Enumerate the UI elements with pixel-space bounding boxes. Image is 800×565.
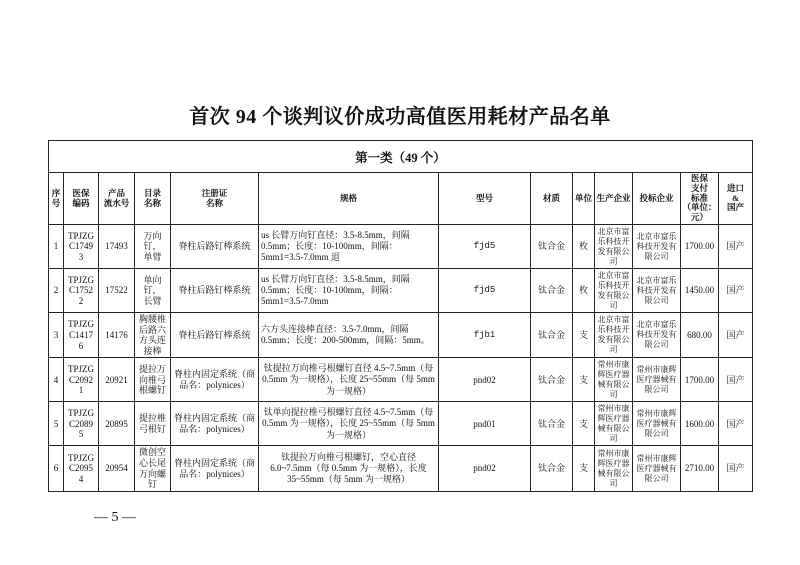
header-bidder: 投标企业 [633,173,681,225]
header-origin: 进口 & 国产 [719,173,753,225]
manufacturer-cell: 北京市富 乐科技开 发有限公 司 [595,269,633,313]
table-row [49,269,753,313]
table-row [49,225,753,269]
registration-name-cell: 脊柱后路钉棒系统 [171,225,259,269]
seq-number-cell: 4 [49,358,64,402]
seq-number-cell: 2 [49,269,64,313]
header-unit: 单位 [573,173,595,225]
specification-cell: 钛提拉万向椎弓根螺钉，空心直径 6.0~7.5mm（每 0.5mm 为一规格），长度 35~55mm（每 5mm 为一规格） [259,446,439,491]
table-row [49,313,753,358]
category-row [49,141,753,173]
material-cell: 钛合金 [531,225,573,269]
header-manufacturer: 生产企业 [595,173,633,225]
material-cell: 钛合金 [531,313,573,358]
material-cell: 钛合金 [531,402,573,446]
insurance-code-cell: TPJZG C2089 5 [64,402,99,446]
product-serial-cell: 20954 [99,446,135,491]
payment-standard-cell: 1700.00 [681,358,719,402]
bidder-cell: 常州市康辉 医疗器械有 限公司 [633,446,681,491]
unit-cell: 支 [573,313,595,358]
specification-cell: 钛单向提拉椎弓根螺钉直径 4.5~7.5mm（每 0.5mm 为一规格），长度 25~55mm（每 5mm 为一规格） [259,402,439,446]
table-row [49,358,753,402]
payment-standard-cell: 2710.00 [681,446,719,491]
registration-name-cell: 脊柱后路钉棒系统 [171,269,259,313]
registration-name-cell: 脊柱内固定系统（商品名：polynices） [171,446,259,491]
catalog-name-cell: 提拉椎 弓根钉 [135,402,171,446]
product-serial-cell: 20921 [99,358,135,402]
insurance-code-cell: TPJZG C1417 6 [64,313,99,358]
insurance-code-cell: TPJZG C1749 3 [64,225,99,269]
payment-standard-cell: 1600.00 [681,402,719,446]
manufacturer-cell: 北京市富 乐科技开 发有限公 司 [595,225,633,269]
model-cell: fjd5 [439,225,531,269]
product-serial-cell: 14176 [99,313,135,358]
origin-cell: 国产 [719,313,753,358]
bidder-cell: 北京市富乐 科技开发有 限公司 [633,313,681,358]
manufacturer-cell: 北京市富 乐科技开 发有限公 司 [595,313,633,358]
header-product-serial: 产品 流水号 [99,173,135,225]
catalog-name-cell: 万向钉， 单臂 [135,225,171,269]
product-serial-cell: 20895 [99,402,135,446]
origin-cell: 国产 [719,269,753,313]
model-cell: pnd02 [439,358,531,402]
manufacturer-cell: 常州市康 辉医疗器 械有限公 司 [595,402,633,446]
document-title: 首次 94 个谈判议价成功高值医用耗材产品名单 [189,106,611,128]
insurance-code-cell: TPJZG C2095 4 [64,446,99,491]
insurance-code-cell: TPJZG C1752 2 [64,269,99,313]
catalog-name-cell: 单向钉， 长臂 [135,269,171,313]
header-payment-standard: 医保 支付 标准 （单位： 元） [681,173,719,225]
unit-cell: 支 [573,402,595,446]
catalog-name-cell: 提拉万 向椎弓 根螺钉 [135,358,171,402]
material-cell: 钛合金 [531,269,573,313]
model-cell: pnd02 [439,446,531,491]
unit-cell: 支 [573,358,595,402]
seq-number-cell: 1 [49,225,64,269]
bidder-cell: 北京市富乐 科技开发有 限公司 [633,269,681,313]
specification-cell: us 长臂万向钉直径：3.5-8.5mm，间隔 0.5mm；长度：10-100mm，间隔：5mm1=3.5-7.0mm 退 [259,225,439,269]
page-number: — 5 — [94,510,136,525]
header-registration-name: 注册证 名称 [171,173,259,225]
insurance-code-cell: TPJZG C2092 1 [64,358,99,402]
payment-standard-cell: 680.00 [681,313,719,358]
column-header-row [49,173,753,225]
header-insurance-code: 医保 编码 [64,173,99,225]
product-serial-cell: 17493 [99,225,135,269]
registration-name-cell: 脊柱内固定系统（商品名：polynices） [171,358,259,402]
bidder-cell: 常州市康辉 医疗器械有 限公司 [633,402,681,446]
model-cell: fjd5 [439,269,531,313]
seq-number-cell: 5 [49,402,64,446]
seq-number-cell: 6 [49,446,64,491]
model-cell: pnd01 [439,402,531,446]
origin-cell: 国产 [719,402,753,446]
product-serial-cell: 17522 [99,269,135,313]
header-model: 型号 [439,173,531,225]
header-material: 材质 [531,173,573,225]
manufacturer-cell: 常州市康 辉医疗器 械有限公 司 [595,358,633,402]
specification-cell: us 长臂万向钉直径：3.5-8.5mm，间隔 0.5mm；长度：10-100mm，间隔：5mm1=3.5-7.0mm [259,269,439,313]
specification-cell: 钛提拉万向椎弓根螺钉直径 4.5~7.5mm（每 0.5mm 为一规格），长度 25~55mm（每 5mm 为一规格） [259,358,439,402]
header-catalog-name: 目录 名称 [135,173,171,225]
manufacturer-cell: 常州市康 辉医疗器 械有限公 司 [595,446,633,491]
unit-cell: 枚 [573,269,595,313]
seq-number-cell: 3 [49,313,64,358]
registration-name-cell: 脊柱后路钉棒系统 [171,313,259,358]
origin-cell: 国产 [719,446,753,491]
catalog-name-cell: 胸腰椎 后路六 方头连 接棒 [135,313,171,358]
bidder-cell: 常州市康辉 医疗器械有 限公司 [633,358,681,402]
material-cell: 钛合金 [531,358,573,402]
specification-cell: 六方头连接棒直径：3.5-7.0mm，间隔 0.5mm；长度：200-500mm，间隔：5mm。 [259,313,439,358]
registration-name-cell: 脊柱内固定系统（商品名：polynices） [171,402,259,446]
material-cell: 钛合金 [531,446,573,491]
category-heading: 第一类（49 个） [49,141,753,173]
origin-cell: 国产 [719,358,753,402]
table-body [49,225,753,492]
header-seq: 序 号 [49,173,64,225]
bidder-cell: 北京市富乐 科技开发有 限公司 [633,225,681,269]
header-specification: 规格 [259,173,439,225]
table-row [49,446,753,491]
model-cell: fjb1 [439,313,531,358]
origin-cell: 国产 [719,225,753,269]
payment-standard-cell: 1450.00 [681,269,719,313]
table-row [49,402,753,446]
product-list-table [48,140,753,492]
unit-cell: 枚 [573,225,595,269]
unit-cell: 支 [573,446,595,491]
payment-standard-cell: 1700.00 [681,225,719,269]
catalog-name-cell: 微创空 心长尾 万向螺 钉 [135,446,171,491]
